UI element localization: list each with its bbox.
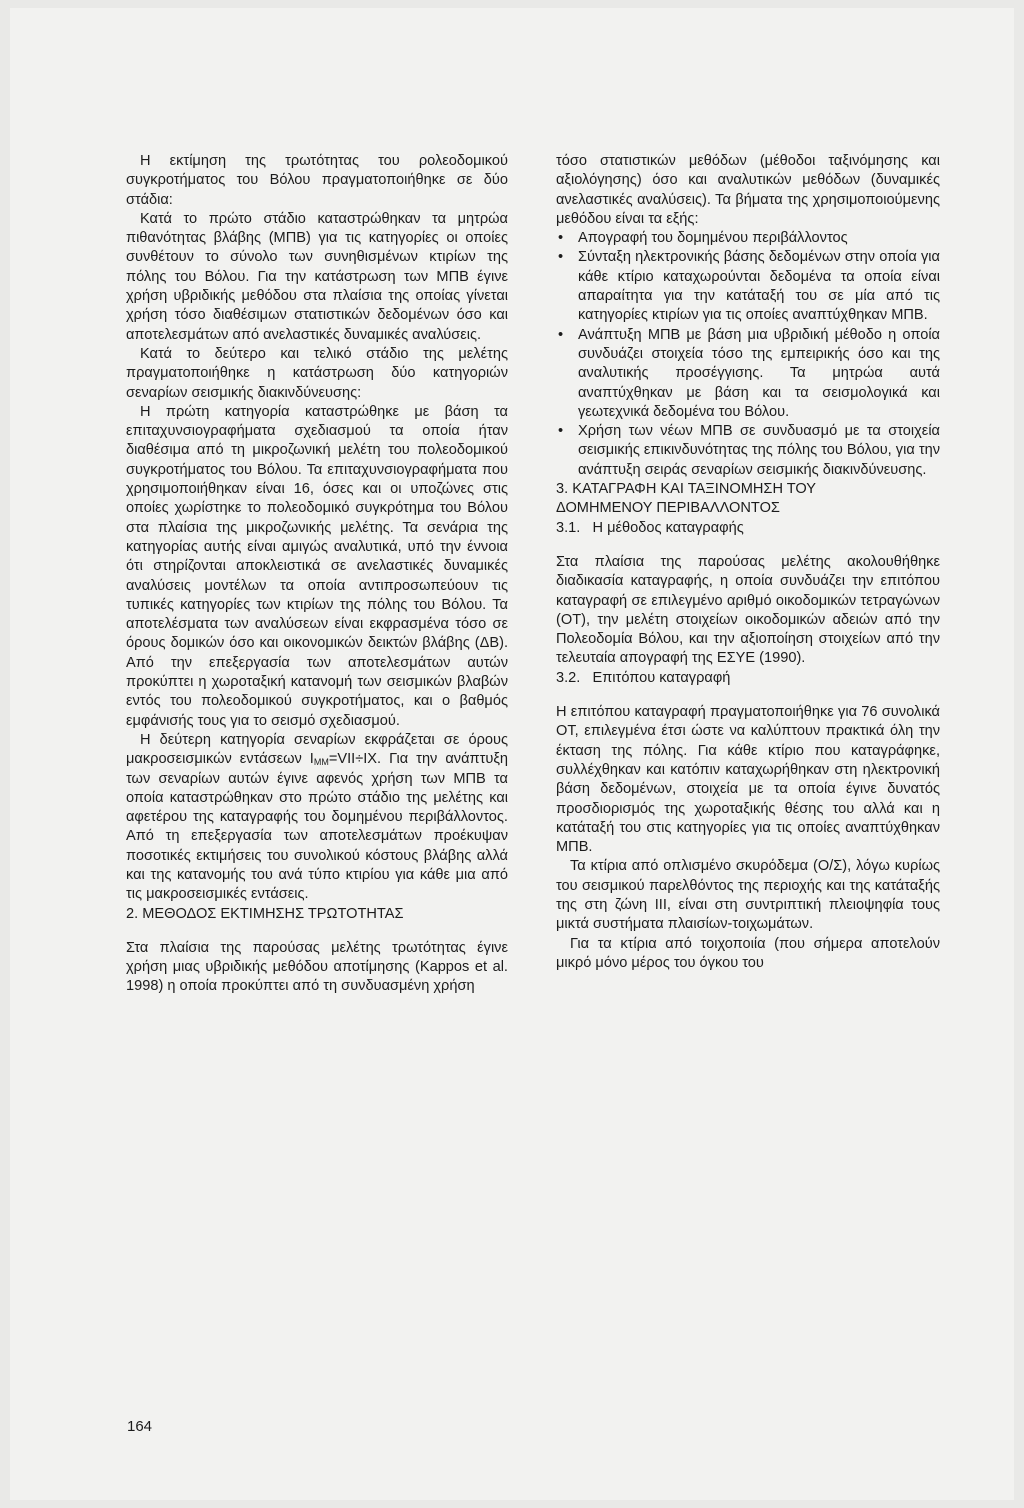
list-item-text: Ανάπτυξη ΜΠΒ με βάση μια υβριδική μέθοδο η οποία συνδυάζει στοιχεία τόσο της εμπειρικής όσο και της αναλυτικής προσέγγισης. Τα μητρώα αυτά αναπτύχθηκαν με βάση και τα σεισμολογικά και γεωτεχνικά δεδομένα του Βόλου. (578, 326, 940, 420)
subsection-heading-3-2: 3.2. Επιτόπου καταγραφή (556, 669, 731, 686)
paragraph-field-survey: Η επιτόπου καταγραφή πραγματοποιήθηκε για 76 συνολικά ΟΤ, επιλεγμένα έτσι ώστε να καλύπτουν πρακτικά όλη την έκταση της πόλης. Για κάθε κτίριο που καταγράφηκε, συλλέχθηκαν και κατόπιν καταχωρήθηκαν στη ηλεκτρονική βάση δεδομένων, στοιχεία με τα οποία έγινε δυνατός προσδιορισμός της χωροταξικής θέσης του αλλά και η κατάταξή του στις κατηγορίες για τις οποίες αναπτύχθηκαν ΜΠΒ. (556, 704, 940, 856)
bullet-icon: • (558, 249, 564, 266)
second-category-text-b: =VII÷IX. Για την ανάπτυξη των σεναρίων αυτών έγινε αφενός χρήση των ΜΠΒ τα οποία καταστρώθηκαν στο πρώτο στάδιο της μελέτης και αφετέρου της καταγραφής του δομημένου περιβάλλοντος. Από τη επεξεργασία των αποτελεσμάτων προέκυψαν ποσοτικές εκτιμήσεις του συνολικού κόστους βλάβης αλλά και της κατανομής του ανά τύπο κτιρίου για κάθε μια από τις μακροσεισμικές εντάσεις. (126, 751, 508, 903)
paragraph-intro: Η εκτίμηση της τρωτότητας του ρολεοδομικού συγκροτήματος του Βόλου πραγματοποιήθηκε σε δύο στάδια: (126, 153, 508, 208)
list-item-text: Σύνταξη ηλεκτρονικής βάσης δεδομένων στην οποία για κάθε κτίριο καταχωρούνται δεδομένα τα οποία είναι απαραίτητα για την κατάταξή του σε μία από τις κατηγορίες κτιρίων για τις οποίες αναπτύχθηκαν ΜΠΒ. (578, 249, 940, 324)
bullet-icon: • (558, 326, 564, 343)
list-item (556, 422, 940, 480)
section-heading-3-line2: ΔΟΜΗΜΕΝΟΥ ΠΕΡΙΒΑΛΛΟΝΤΟΣ (556, 500, 780, 517)
list-item (556, 248, 940, 325)
paragraph-survey-method: Στα πλαίσια της παρούσας μελέτης ακολουθήθηκε διαδικασία καταγραφής, η οποία συνδυάζει την επιτόπου καταγραφή σε επιλεγμένο αριθμό οικοδομικών τετραγώνων (ΟΤ), την μελέτη στοιχείων οικοδομικών αδειών από την Πολεοδομία Βόλου, και την αξιοποίηση στοιχείων από την τελευταία απογραφή της ΕΣΥΕ (1990). (556, 553, 940, 667)
page-number: 164 (127, 1418, 153, 1435)
left-column (126, 152, 508, 997)
list-item (556, 326, 940, 422)
paragraph-second-category (126, 731, 508, 905)
subsection-heading-3-1: 3.1. Η μέθοδος καταγραφής (556, 519, 744, 536)
method-steps-list (556, 229, 940, 480)
list-item-text: Χρήση των νέων ΜΠΒ σε συνδυασμό με τα στοιχεία σεισμικής επικινδυνότητας της πόλης του Βόλου, για την ανάπτυξη σειράς σεναρίων σεισμικής διακινδύνευσης. (578, 423, 940, 478)
bullet-icon: • (558, 230, 564, 247)
paragraph-methods-continued: τόσο στατιστικών μεθόδων (μέθοδοι ταξινόμησης και αξιολόγησης) όσο και αναλυτικών μεθόδων (δυναμικές ανελαστικές αναλύσεις). Τα βήματα της χρησιμοποιούμενης μεθόδου είναι τα εξής: (556, 153, 940, 227)
section-heading-2: 2. ΜΕΘΟΔΟΣ ΕΚΤΙΜΗΣΗΣ ΤΡΩΤΟΤΗΤΑΣ (126, 905, 404, 922)
paragraph-method: Στα πλαίσια της παρούσας μελέτης τρωτότητας έγινε χρήση μιας υβριδικής μεθόδου αποτίμησης (Kappos et al. 1998) η οποία προκύπτει από τη συνδυασμένη χρήση (126, 939, 508, 995)
intensity-subscript: MM (313, 757, 329, 768)
section-heading-3-line1: 3. ΚΑΤΑΓΡΑΦΗ ΚΑΙ ΤΑΞΙΝΟΜΗΣΗ ΤΟΥ (556, 481, 817, 498)
bullet-icon: • (558, 423, 564, 440)
right-column (556, 152, 940, 973)
section-heading-3 (556, 480, 940, 519)
paragraph-masonry-buildings: Για τα κτίρια από τοιχοποιία (που σήμερα αποτελούν μικρό μόνο μέρος του όγκου του (556, 935, 940, 971)
second-category-text-a: Η δεύτερη κατηγορία σεναρίων εκφράζεται σε όρους μακροσεισμικών εντάσεων I (126, 731, 508, 768)
paragraph-first-category: Η πρώτη κατηγορία καταστρώθηκε με βάση τα επιταχυνσιογραφήματα σχεδιασμού τα οποία ήταν διαθέσιμα από τη μικροζωνική μελέτη του πολεοδομικού συγκροτήματος του Βόλου. Τα επιταχυνσιογραφήματα που χρησιμοποιήθηκαν είναι 16, όσες και οι υποζώνες στις οποίες χωρίστηκε το πολεοδομικό συγκρότημα του Βόλου στα πλαίσια της μικροζωνικής μελέτης. Τα σενάρια της κατηγορίας αυτής είναι αμιγώς αναλυτικά, υπό την έννοια ότι στηρίζονται αποκλειστικά σε ανελαστικές δυναμικές αναλύσεις μοντέλων τα οποία αντιπροσωπεύουν τις τυπικές κατηγορίες των κτιρίων της πόλης του Βόλου. Τα αποτελέσματα των αναλύσεων είναι εκφρασμένα τόσο σε όρους δομικών όσο και οικονομικών δεικτών βλάβης (ΔΒ). Από την επεξεργασία των αποτελεσμάτων αυτών προκύπτει η χωροταξική κατανομή των σεισμικών βλαβών εντός του πολεοδομικού συγκροτήματος, και ο βαθμός εμφάνισής τους για το σεισμό σχεδιασμού. (126, 403, 508, 729)
list-item (556, 229, 940, 248)
paragraph-stage-two: Κατά το δεύτερο και τελικό στάδιο της μελέτης πραγματοποιήθηκε η κατάστρωση δύο κατηγοριών σεναρίων σεισμικής διακινδύνευσης: (126, 345, 508, 401)
paragraph-rc-buildings: Τα κτίρια από οπλισμένο σκυρόδεμα (Ο/Σ), λόγω κυρίως του σεισμικού παρελθόντος της περιοχής και της κατάταξής της στη ζώνη III, είναι στη συντριπτική πλειοψηφία τους μικτά συστήματα πλαισίων-τοιχωμάτων. (556, 858, 940, 933)
paragraph-stage-one: Κατά το πρώτο στάδιο καταστρώθηκαν τα μητρώα πιθανότητας βλάβης (ΜΠΒ) για τις κατηγορίες οι οποίες συνθέτουν το σύνολο των συνηθισμένων κτιρίων της πόλης του Βόλου. Για την κατάστρωση των ΜΠΒ έγινε χρήση υβριδικής μεθόδου στα πλαίσια της οποίας γίνεται χρήση τόσο διαθέσιμων στατιστικών δεδομένων όσο και αποτελεσμάτων από ανελαστικές δυναμικές αναλύσεις. (126, 210, 508, 343)
list-item-text: Απογραφή του δομημένου περιβάλλοντος (578, 230, 848, 247)
